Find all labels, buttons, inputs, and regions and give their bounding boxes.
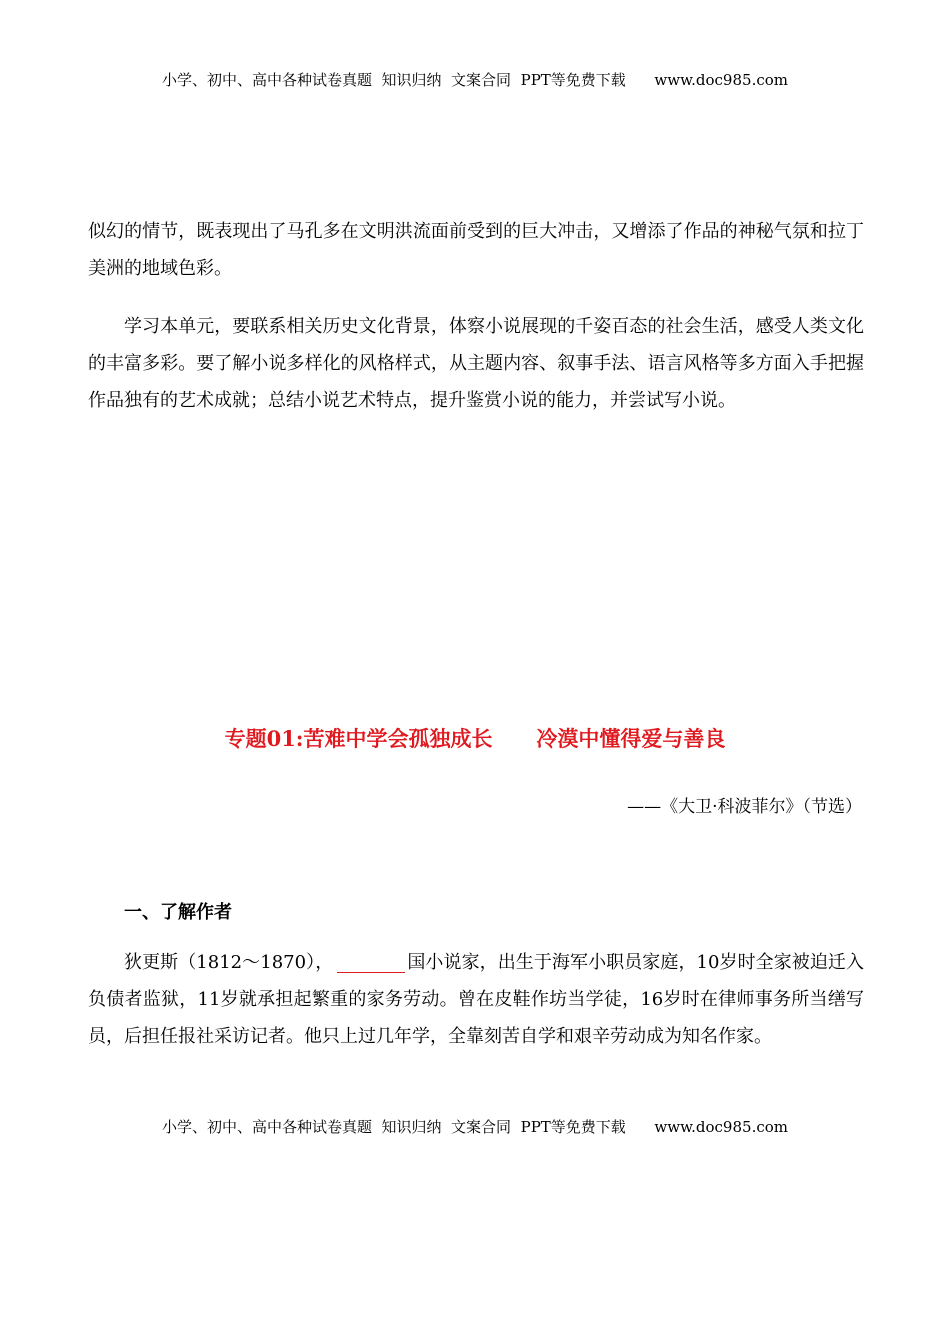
topic-subtitle: ——《大卫·科波菲尔》（节选） (627, 797, 862, 817)
fill-in-blank[interactable] (337, 952, 405, 973)
page-footer: 小学、初中、高中各种试卷真题 知识归纳 文案合同 PPT等免费下载 www.doc985.com (161, 1118, 788, 1136)
author-paragraph (88, 944, 864, 1055)
section-heading-author: 一、了解作者 (124, 902, 232, 923)
author-text-after-blank: 国小说家，出生于海军小职员家庭，10岁时全家被迫迁入负债者监狱，11岁就承担起繁重的家务劳动。曾在皮鞋作坊当学徒，16岁时在律师事务所当缮写员，后担任报社采访记者。他只上过几年学，全靠刻苦自学和艰辛劳动成为知名作家。 (88, 952, 864, 1047)
topic-title: 专题01:苦难中学会孤独成长 冷漠中懂得爱与善良 (224, 726, 726, 751)
body-paragraph-2: 学习本单元，要联系相关历史文化背景，体察小说展现的千姿百态的社会生活，感受人类文化的丰富多彩。要了解小说多样化的风格样式，从主题内容、叙事手法、语言风格等多方面入手把握作品独有的艺术成就；总结小说艺术特点，提升鉴赏小说的能力，并尝试写小说。 (88, 316, 864, 411)
page-header: 小学、初中、高中各种试卷真题 知识归纳 文案合同 PPT等免费下载 www.doc985.com (161, 71, 788, 89)
body-paragraph-1: 似幻的情节，既表现出了马孔多在文明洪流面前受到的巨大冲击，又增添了作品的神秘气氛和拉丁美洲的地域色彩。 (88, 221, 864, 279)
author-text-before-blank: 狄更斯（1812～1870）， (124, 952, 334, 973)
